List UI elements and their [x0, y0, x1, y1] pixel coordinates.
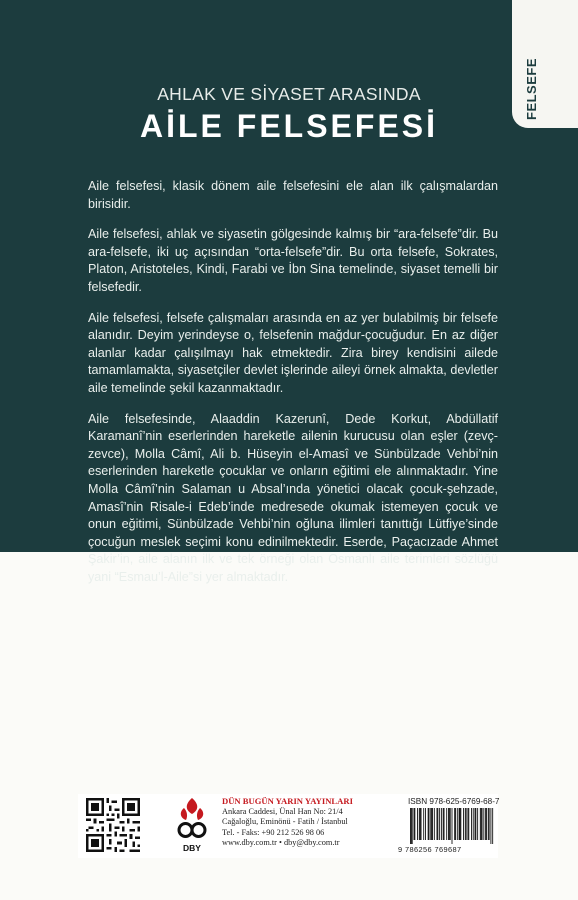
isbn-label: ISBN 978-625-6769-68-7 [408, 797, 500, 806]
publisher-address: Ankara Caddesi, Ünal Han No: 21/4 [222, 806, 343, 816]
paragraph: Aile felsefesi, ahlak ve siyasetin gölgesinde kalmış bir “ara-felsefe”dir. Bu ara-felsefe, iki uç açısından “orta-felsefe”dir. Bu orta felsefe, Sokrates, Platon, Aristoteles, Kindi, Farabi ve İbn Sina temelinde, siyaset temelli bir felsefedir. [88, 227, 498, 294]
publisher-logo-text: DBY [183, 843, 201, 853]
publisher-phone: Tel. - Faks: +90 212 526 98 06 [222, 827, 325, 837]
qr-code-icon [86, 798, 140, 852]
publisher-name: DÜN BUGÜN YARIN YAYINLARI [222, 796, 353, 806]
publisher-logo [174, 796, 210, 854]
isbn-number: 9 786256 769687 [398, 845, 462, 854]
paragraph: Aile felsefesi, felsefe çalışmaları arasında en az yer bulabilmiş bir felsefe alanıdır. Deyim yerindeyse o, felsefenin mağdur-çocuğudur. En az diğer alanlar kadar çalışılmayı hak etmektedir. Zira birey kendisini ailede tamamlamakta, siyasetçiler devlet işlerinde aileyi örnek almakta, devletler aile temelinde şekil kazanmaktadır. [88, 310, 498, 395]
category-tab-label: FELSEFE [524, 57, 539, 120]
publisher-info [222, 796, 382, 849]
paragraph: Aile felsefesinde, Alaaddin Kazerunî, Dede Korkut, Abdüllatif Karamanî’nin eserlerinden hareketle ailenin kurucusu olan eşler (zevç-zevce), Molla Câmî, Ali b. Hüseyin el-Amasî ve Sünbülzade Vehbi’nin eserlerinden hareketle çocuklar ve onların eğitimi ele alınmaktadır. Yine Molla Câmî’nin Salaman u Absal’ında yönetici olacak çocuk-şehzade, Amasî’nin Risale-i Edeb’inde medresede okumak istemeyen çocuk ve onun eğitimi, Sünbülzade Vehbi’nin oğluna ilimleri tanıttığı Lütfiye’sinde çocuğun meslek seçimi konu edinilmektedir. Eserde, Paçacızade Ahmet Şakir’in, aile alanın ilk ve tek örneği olan Osmanlı aile terimleri sözlüğü yani “Esmau’l-Aile”si yer almaktadır. [88, 411, 498, 584]
paragraph: Aile felsefesi, klasik dönem aile felsefesini ele alan ilk çalışmalardan birisidir. [88, 179, 498, 211]
barcode-icon [410, 808, 494, 844]
publisher-footer [78, 794, 498, 858]
book-subtitle: AHLAK VE SİYASET ARASINDA [157, 84, 421, 104]
publisher-address: Cağaloğlu, Eminönü - Fatih / İstanbul [222, 817, 348, 827]
publisher-web: www.dby.com.tr • dby@dby.com.tr [222, 838, 340, 848]
book-title: AİLE FELSEFESİ [139, 108, 439, 144]
back-cover-text [88, 178, 498, 599]
